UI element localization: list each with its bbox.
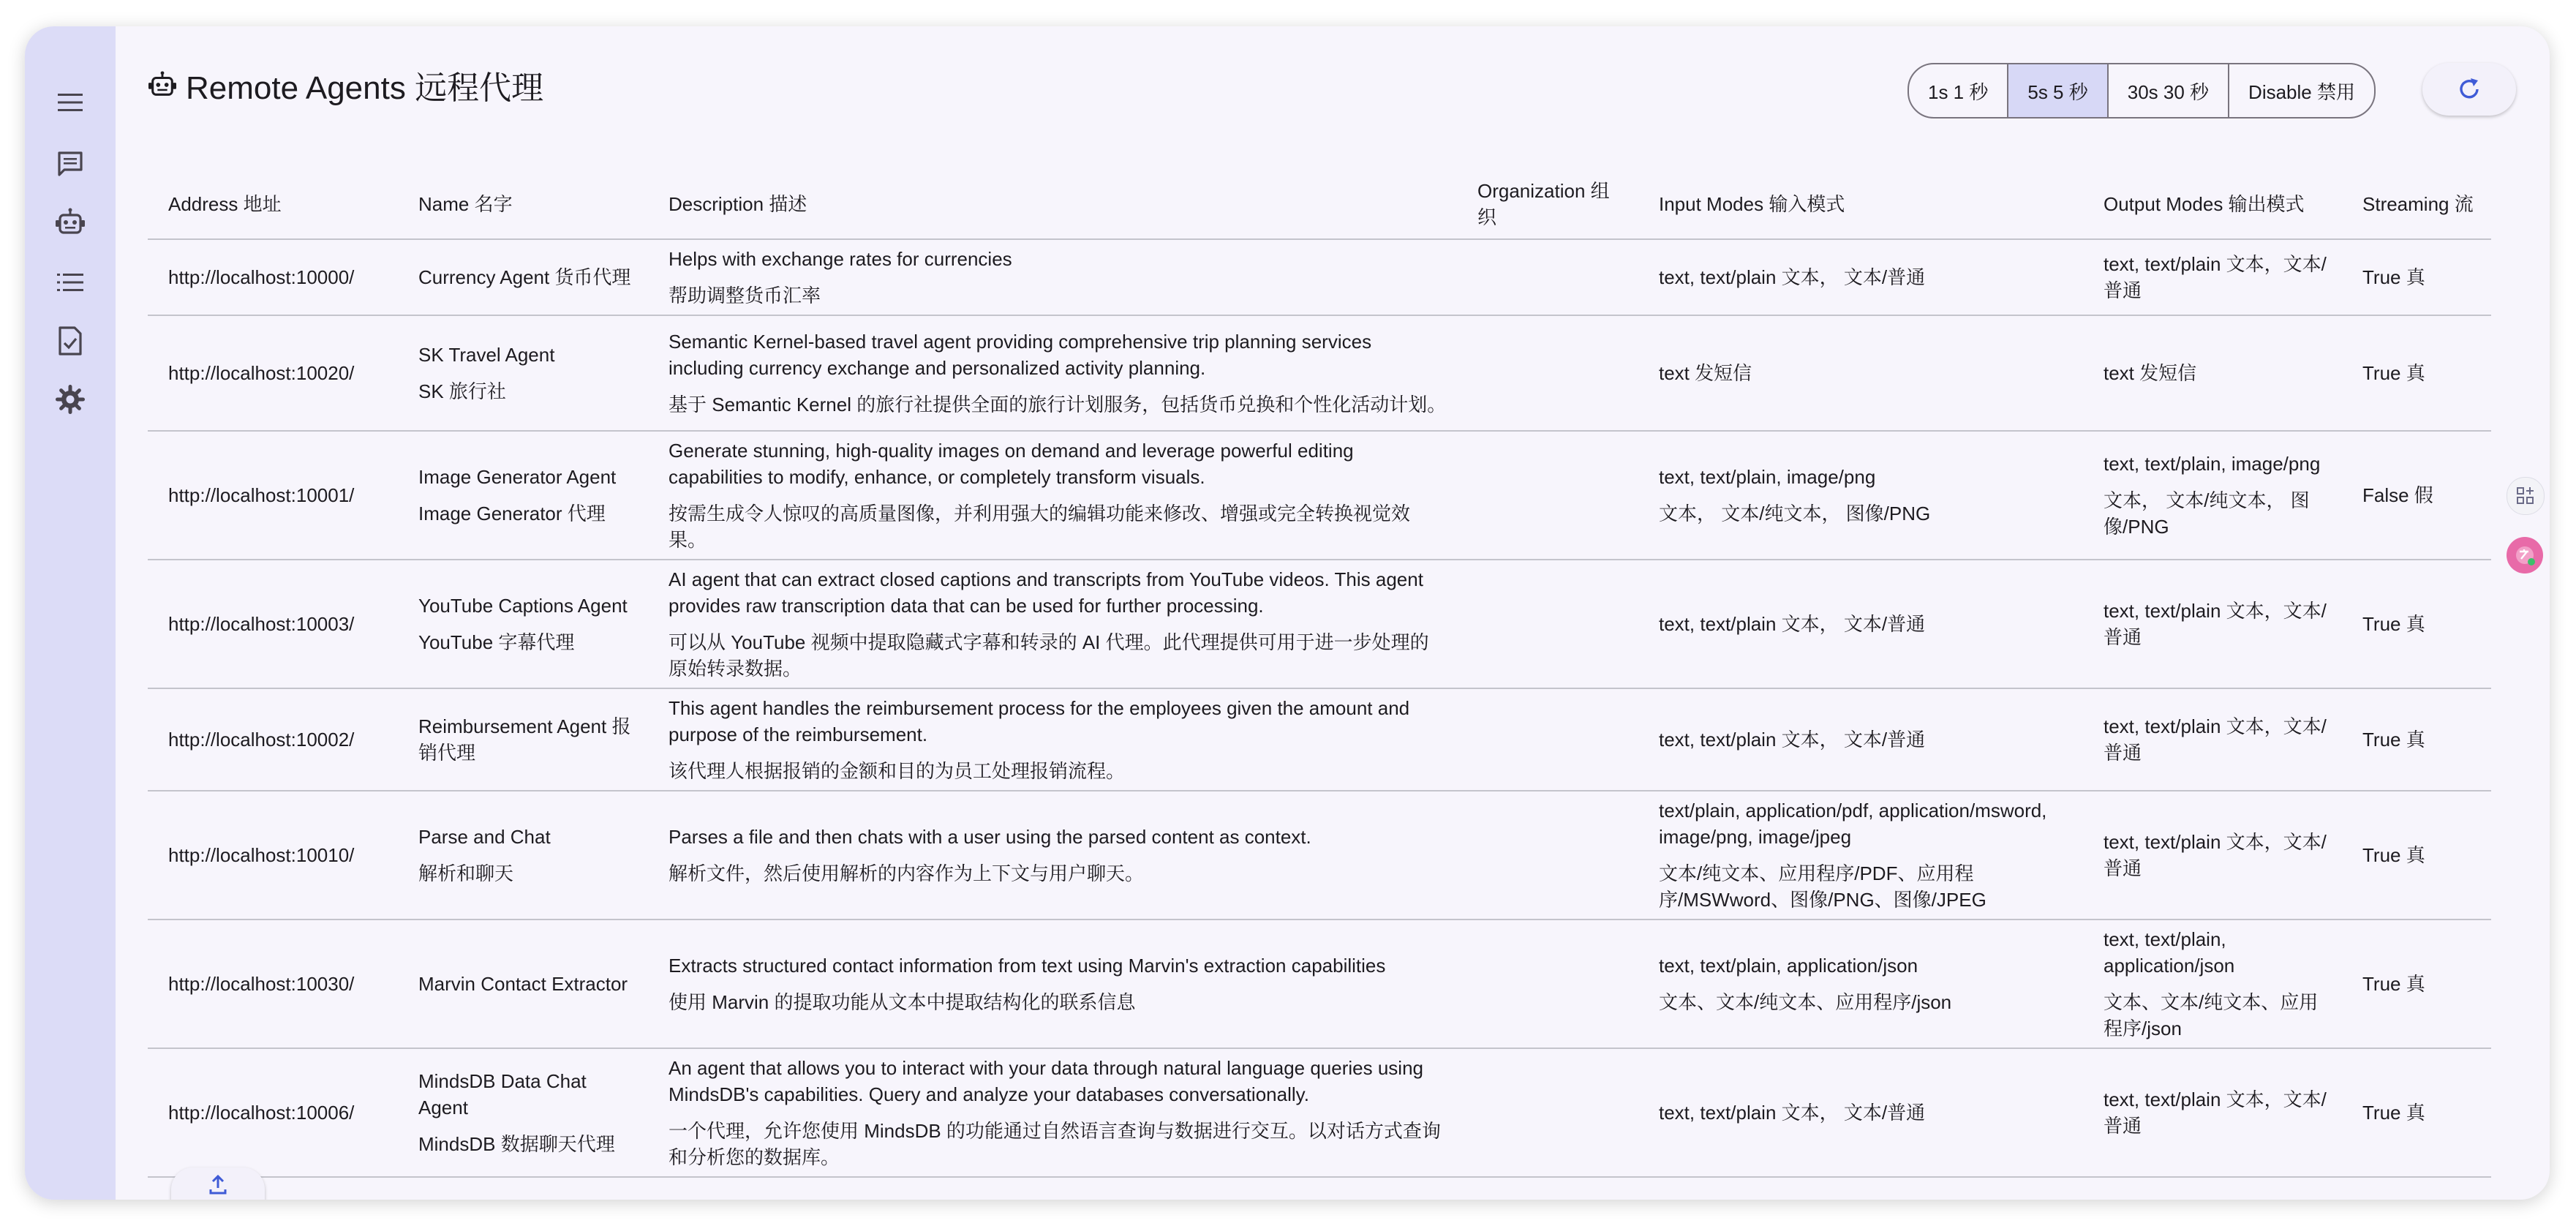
cell-description-line: Semantic Kernel-based travel agent providing comprehensive trip planning services including currency exchange and personalized activity planning.: [669, 331, 1372, 379]
nav-task-list[interactable]: [47, 317, 94, 364]
header-address: Address 地址: [148, 151, 398, 239]
cell-streaming: True 真: [2342, 688, 2491, 791]
robot-icon: [55, 208, 86, 237]
cell-organization: [1457, 1048, 1638, 1177]
cell-address: http://localhost:10020/: [148, 315, 398, 431]
table-row[interactable]: [148, 431, 2491, 560]
cell-output-modes-line: 文本， 文本/纯文本， 图像/PNG: [2104, 489, 2310, 538]
cell-name-line: MindsDB Data Chat Agent: [418, 1070, 587, 1118]
cell-streaming: True 真: [2342, 315, 2491, 431]
cell-input-modes-line: 文本/纯文本、应用程序/PDF、应用程序/MSWword、图像/PNG、图像/JPEG: [1659, 862, 1986, 911]
cell-output-modes: [2083, 431, 2342, 560]
nav-settings[interactable]: [47, 376, 94, 423]
cell-name-line: 解析和聊天: [418, 862, 514, 884]
cell-name: [398, 239, 648, 315]
cell-name: [398, 560, 648, 688]
header-input-modes: Input Modes 输入模式: [1638, 151, 2083, 239]
table-body: [148, 239, 2491, 1177]
extension-add-icon[interactable]: [2507, 477, 2545, 515]
cell-organization: [1457, 560, 1638, 688]
cell-streaming: True 真: [2342, 1048, 2491, 1177]
cell-description: [648, 920, 1457, 1048]
cell-input-modes-line: 文本， 文本/纯文本， 图像/PNG: [1659, 503, 1931, 524]
cell-input-modes: [1638, 560, 2083, 688]
cell-output-modes-line: text, text/plain 文本，文本/普通: [2104, 831, 2327, 879]
cell-description-line: 按需生成令人惊叹的高质量图像，并利用强大的编辑功能来修改、增强或完全转换视觉效果。: [669, 503, 1411, 551]
cell-input-modes-line: text 发短信: [1659, 362, 1752, 384]
cell-description-line: 该代理人根据报销的金额和目的为员工处理报销流程。: [669, 760, 1126, 782]
cell-input-modes: [1638, 239, 2083, 315]
cell-description-line: An agent that allows you to interact with your data through natural language queries using MindsDB's capabilities. Query and analyze your databases conversationally.: [669, 1057, 1424, 1105]
cell-output-modes: [2083, 688, 2342, 791]
refresh-icon: [2456, 76, 2482, 102]
cell-input-modes-line: text, text/plain 文本， 文本/普通: [1659, 729, 1926, 751]
cell-output-modes-line: text, text/plain, application/json: [2104, 928, 2235, 977]
cell-description-line: AI agent that can extract closed captions and transcripts from YouTube videos. This agent provides raw transcription data that can be used for further processing.: [669, 568, 1423, 617]
cell-name-line: YouTube 字幕代理: [418, 631, 575, 653]
robot-icon: [148, 71, 177, 99]
cell-streaming: True 真: [2342, 560, 2491, 688]
cell-description: [648, 688, 1457, 791]
cell-address: http://localhost:10030/: [148, 920, 398, 1048]
refresh-option-1[interactable]: 5s 5 秒: [2008, 64, 2108, 117]
refresh-option-0[interactable]: 1s 1 秒: [1909, 64, 2008, 117]
cell-output-modes: [2083, 1048, 2342, 1177]
menu-icon: [57, 91, 83, 113]
cell-description-line: 一个代理，允许您使用 MindsDB 的功能通过自然语言查询与数据进行交互。以对话方式查询和分析您的数据库。: [669, 1120, 1441, 1168]
cell-address: http://localhost:10000/: [148, 239, 398, 315]
nav-rail: [25, 26, 116, 1200]
cell-name-line: Reimbursement Agent 报销代理: [418, 715, 631, 764]
cell-name: [398, 431, 648, 560]
cell-output-modes-line: text 发短信: [2104, 362, 2197, 384]
cell-description-line: 解析文件，然后使用解析的内容作为上下文与用户聊天。: [669, 862, 1145, 884]
menu-button[interactable]: [47, 79, 94, 126]
cell-name-line: SK 旅行社: [418, 380, 506, 402]
cell-organization: [1457, 920, 1638, 1048]
cell-name-line: SK Travel Agent: [418, 344, 555, 366]
cell-streaming: True 真: [2342, 791, 2491, 920]
cell-name: [398, 315, 648, 431]
cell-description: [648, 315, 1457, 431]
cell-description-line: Helps with exchange rates for currencies: [669, 248, 1012, 270]
cell-output-modes: [2083, 560, 2342, 688]
cell-description: [648, 791, 1457, 920]
cell-description-line: Parses a file and then chats with a user using the parsed content as context.: [669, 826, 1311, 848]
cell-description: [648, 431, 1457, 560]
refresh-button[interactable]: [2422, 63, 2516, 116]
header-description: Description 描述: [648, 151, 1457, 239]
cell-input-modes-line: text, text/plain 文本， 文本/普通: [1659, 1102, 1926, 1124]
table-row[interactable]: [148, 791, 2491, 920]
nav-event-list[interactable]: [47, 259, 94, 306]
page-header: [148, 61, 543, 108]
cell-description-line: Generate stunning, high-quality images on demand and leverage powerful editing capabilities to modify, enhance, or completely transform visuals.: [669, 440, 1354, 488]
cell-name-line: YouTube Captions Agent: [418, 595, 628, 617]
cell-input-modes-line: text, text/plain 文本， 文本/普通: [1659, 613, 1926, 635]
cell-output-modes: [2083, 239, 2342, 315]
cell-name-line: Image Generator 代理: [418, 503, 606, 524]
cell-output-modes: [2083, 315, 2342, 431]
cell-name: [398, 791, 648, 920]
cell-input-modes-line: text, text/plain, application/json: [1659, 955, 1918, 977]
agents-table: [148, 151, 2491, 1178]
task-check-icon: [57, 326, 83, 356]
cell-input-modes: [1638, 920, 2083, 1048]
refresh-option-3[interactable]: Disable 禁用: [2248, 80, 2355, 103]
header-output-modes: Output Modes 输出模式: [2083, 151, 2342, 239]
header-streaming: Streaming 流: [2342, 151, 2491, 239]
cell-streaming: False 假: [2342, 431, 2491, 560]
cell-output-modes-line: text, text/plain 文本，文本/普通: [2104, 715, 2327, 764]
cell-streaming: True 真: [2342, 920, 2491, 1048]
cell-description-line: 帮助调整货币汇率: [669, 285, 821, 306]
table-row[interactable]: [148, 688, 2491, 791]
cell-name: [398, 688, 648, 791]
main-content: [116, 26, 2550, 1200]
cell-input-modes-line: 文本、文本/纯文本、应用程序/json: [1659, 991, 1952, 1013]
cell-output-modes-line: 文本、文本/纯文本、应用程序/json: [2104, 991, 2319, 1039]
upload-button[interactable]: [171, 1167, 265, 1200]
cell-name-line: Image Generator Agent: [418, 466, 617, 488]
gear-icon: [56, 385, 85, 414]
cell-output-modes-line: text, text/plain 文本，文本/普通: [2104, 600, 2327, 648]
cell-description-line: 可以从 YouTube 视频中提取隐藏式字幕和转录的 AI 代理。此代理提供可用于进一步处理的原始转录数据。: [669, 631, 1429, 680]
cell-address: http://localhost:10003/: [148, 560, 398, 688]
cell-address: http://localhost:10006/: [148, 1048, 398, 1177]
cell-streaming: True 真: [2342, 239, 2491, 315]
cell-description-line: 基于 Semantic Kernel 的旅行社提供全面的旅行计划服务，包括货币兑换和个性化活动计划。: [669, 394, 1447, 415]
cell-name: [398, 920, 648, 1048]
cell-input-modes-line: text/plain, application/pdf, application/msword, image/png, image/jpeg: [1659, 800, 2047, 848]
cell-description: [648, 560, 1457, 688]
header-name: Name 名字: [398, 151, 648, 239]
cell-address: http://localhost:10002/: [148, 688, 398, 791]
cell-output-modes: [2083, 920, 2342, 1048]
cell-organization: [1457, 315, 1638, 431]
cell-name-line: MindsDB 数据聊天代理: [418, 1133, 615, 1155]
table-row[interactable]: [148, 239, 2491, 315]
cell-name: [398, 1048, 648, 1177]
refresh-option-2[interactable]: 30s 30 秒: [2109, 64, 2229, 117]
cell-output-modes-line: text, text/plain 文本，文本/普通: [2104, 253, 2327, 301]
cell-output-modes: [2083, 791, 2342, 920]
grid-plus-icon: [2515, 486, 2536, 506]
chat-icon: [56, 149, 85, 178]
cell-name-line: Parse and Chat: [418, 826, 551, 848]
cell-address: http://localhost:10010/: [148, 791, 398, 920]
cell-input-modes: [1638, 315, 2083, 431]
nav-agents[interactable]: [47, 199, 94, 246]
cell-input-modes-line: text, text/plain, image/png: [1659, 466, 1876, 488]
cell-organization: [1457, 791, 1638, 920]
table-header-row: [148, 151, 2491, 239]
cell-output-modes-line: text, text/plain 文本，文本/普通: [2104, 1088, 2327, 1137]
cell-address: http://localhost:10001/: [148, 431, 398, 560]
table-row[interactable]: [148, 315, 2491, 431]
cell-description-line: Extracts structured contact information from text using Marvin's extraction capabilities: [669, 955, 1386, 977]
cell-output-modes-line: text, text/plain, image/png: [2104, 453, 2321, 475]
cell-organization: [1457, 688, 1638, 791]
table-row[interactable]: [148, 1048, 2491, 1177]
cell-input-modes: [1638, 791, 2083, 920]
translate-icon: [2514, 544, 2536, 566]
translate-extension-icon[interactable]: [2507, 537, 2543, 573]
table-row[interactable]: [148, 920, 2491, 1048]
cell-description: [648, 239, 1457, 315]
cell-input-modes: [1638, 688, 2083, 791]
cell-input-modes-line: text, text/plain 文本， 文本/普通: [1659, 266, 1926, 288]
list-icon: [56, 271, 85, 294]
app-window: [25, 26, 2550, 1200]
cell-description-line: This agent handles the reimbursement process for the employees given the amount and purpose of the reimbursement.: [669, 697, 1410, 745]
cell-input-modes: [1638, 431, 2083, 560]
table-row[interactable]: [148, 560, 2491, 688]
cell-name-line: Marvin Contact Extractor: [418, 973, 628, 995]
cell-organization: [1457, 239, 1638, 315]
nav-conversations[interactable]: [47, 140, 94, 187]
cell-description-line: 使用 Marvin 的提取功能从文本中提取结构化的联系信息: [669, 991, 1136, 1013]
cell-organization: [1457, 431, 1638, 560]
cell-name-line: Currency Agent 货币代理: [418, 266, 631, 288]
page-title: Remote Agents 远程代理: [186, 70, 544, 106]
refresh-interval-toggle: [1907, 63, 2376, 119]
upload-icon: [207, 1173, 229, 1195]
cell-description: [648, 1048, 1457, 1177]
cell-input-modes: [1638, 1048, 2083, 1177]
header-organization: Organization 组织: [1457, 151, 1638, 239]
